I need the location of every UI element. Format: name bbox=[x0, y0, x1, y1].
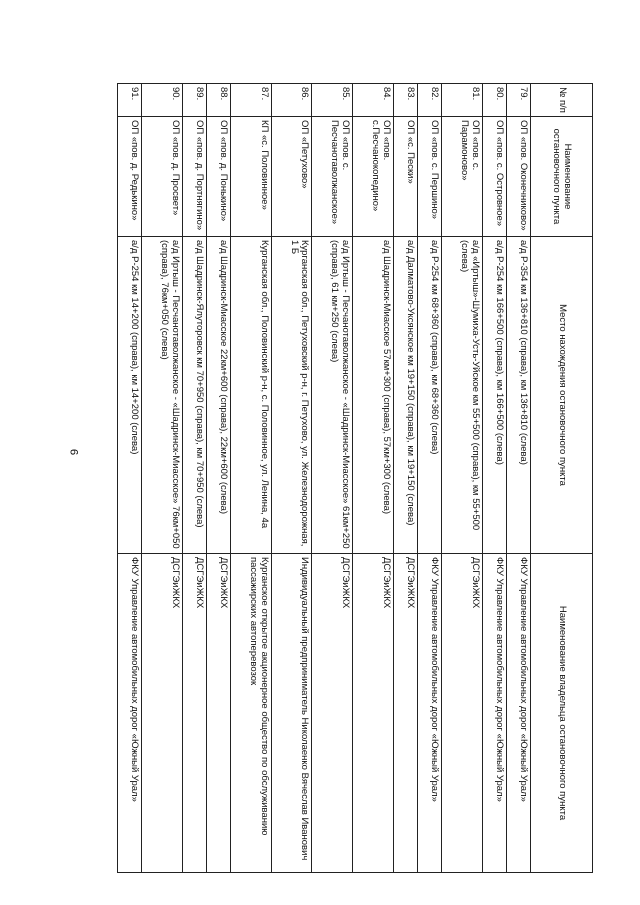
table-header-row bbox=[531, 84, 593, 873]
row-number: 84. bbox=[353, 84, 394, 117]
stop-location: Курганская обл., Половинский р-н, с. Половинное, ул. Ленина, 4а bbox=[231, 237, 272, 554]
row-number: 91. bbox=[118, 84, 142, 117]
table-row bbox=[142, 84, 183, 873]
stop-name: ОП «Петухово» bbox=[271, 117, 312, 237]
header-number: № п/п bbox=[531, 84, 593, 117]
stop-name: ОП «пов. с.Песчанокопедино» bbox=[353, 117, 394, 237]
stop-owner: ДСГЭиЖКХ bbox=[442, 554, 483, 873]
row-number: 80. bbox=[482, 84, 506, 117]
rotated-table-container bbox=[117, 83, 593, 872]
stop-location: а/д Р-254 км 14+200 (справа), км 14+200 (слева) bbox=[118, 237, 142, 554]
stop-location: а/д Иртыш - Песчанотаволжанское - «Шадринск-Миасское» 76км+050 (справа), 76км+050 (слева) bbox=[142, 237, 183, 554]
stop-name: КП «с. Половинное» bbox=[231, 117, 272, 237]
stop-name: ОП «пов. д. Редькино» bbox=[118, 117, 142, 237]
stop-owner: ДСГЭиЖКХ bbox=[207, 554, 231, 873]
stop-owner: ДСГЭиЖКХ bbox=[142, 554, 183, 873]
stop-name: ОП «пов. с. Парамоново» bbox=[442, 117, 483, 237]
stop-owner: ФКУ Управление автомобильных дорог «Южный Урал» bbox=[506, 554, 530, 873]
stop-location: а/д «Иртыш»-Шумиха-Усть-Уйское км 55+500 (справа), км 55+500 (слева) bbox=[442, 237, 483, 554]
stop-name: ОП «с. Пески» bbox=[393, 117, 417, 237]
stop-owner: ДСГЭиЖКХ bbox=[312, 554, 353, 873]
stop-name: ОП «пов. д. Портнягино» bbox=[182, 117, 206, 237]
table-row bbox=[271, 84, 312, 873]
stop-location: Курганская обл., Петуховский р-н, г. Петухово, ул. Железнодорожная, 1 Б bbox=[271, 237, 312, 554]
stop-name: ОП «пов. с. Островное» bbox=[482, 117, 506, 237]
stop-owner: Индивидуальный предприниматель Николаенко Вячеслав Иванович bbox=[271, 554, 312, 873]
table-row bbox=[182, 84, 206, 873]
stop-name: ОП «пов. д. Понькино» bbox=[207, 117, 231, 237]
header-stop-name: Наименование остановочного пункта bbox=[531, 117, 593, 237]
row-number: 87. bbox=[231, 84, 272, 117]
stop-location: а/д Шадринск-Миасское 22км+600 (справа), 22км+600 (слева) bbox=[207, 237, 231, 554]
page-number: 9 bbox=[69, 448, 82, 456]
stop-name: ОП «пов. с. Першино» bbox=[417, 117, 441, 237]
bus-stops-table bbox=[117, 83, 593, 873]
row-number: 90. bbox=[142, 84, 183, 117]
row-number: 88. bbox=[207, 84, 231, 117]
stop-name: ОП «пов. Оконечниково» bbox=[506, 117, 530, 237]
table-row bbox=[118, 84, 142, 873]
stop-location: а/д Иртыш - Песчанотаволжанское - «Шадринск-Миасское» 61км+250 (справа), 61 км+250 (слева) bbox=[312, 237, 353, 554]
table-row bbox=[482, 84, 506, 873]
stop-owner: ФКУ Управление автомобильных дорог «Южный Урал» bbox=[482, 554, 506, 873]
stop-location: а/д Р-254 км 68+360 (справа), км 68+360 (слева) bbox=[417, 237, 441, 554]
row-number: 83. bbox=[393, 84, 417, 117]
stop-location: а/д Р-254 км 166+500 (справа), км 166+500 (слева) bbox=[482, 237, 506, 554]
stop-owner: Курганское открытое акционерное общество по обслуживанию пассажирских автоперевозок bbox=[231, 554, 272, 873]
stop-location: а/д Р-354 км 136+810 (справа), км 136+810 (слева) bbox=[506, 237, 530, 554]
row-number: 89. bbox=[182, 84, 206, 117]
table-row bbox=[231, 84, 272, 873]
table-row bbox=[393, 84, 417, 873]
stop-name: ОП «пов. д. Просвет» bbox=[142, 117, 183, 237]
stop-owner: ДСГЭиЖКХ bbox=[182, 554, 206, 873]
stop-location: а/д Шадринск-Ялуторовск км 70+950 (справа), км 70+950 (слева) bbox=[182, 237, 206, 554]
header-owner: Наименование владельца остановочного пункта bbox=[531, 554, 593, 873]
row-number: 79. bbox=[506, 84, 530, 117]
stop-location: а/д Шадринск-Миасское 57км+300 (справа), 57км+300 (слева) bbox=[353, 237, 394, 554]
stop-owner: ДСГЭиЖКХ bbox=[393, 554, 417, 873]
stop-name: ОП «пов. с. Песчанотаволжанское» bbox=[312, 117, 353, 237]
row-number: 86. bbox=[271, 84, 312, 117]
row-number: 82. bbox=[417, 84, 441, 117]
header-location: Место нахождения остановочного пункта bbox=[531, 237, 593, 554]
table-row bbox=[506, 84, 530, 873]
row-number: 85. bbox=[312, 84, 353, 117]
table-row bbox=[312, 84, 353, 873]
row-number: 81. bbox=[442, 84, 483, 117]
table-row bbox=[442, 84, 483, 873]
table-row bbox=[207, 84, 231, 873]
table-row bbox=[417, 84, 441, 873]
stop-owner: ФКУ Управление автомобильных дорог «Южный Урал» bbox=[118, 554, 142, 873]
stop-owner: ФКУ Управление автомобильных дорог «Южный Урал» bbox=[417, 554, 441, 873]
stop-owner: ДСГЭиЖКХ bbox=[353, 554, 394, 873]
stop-location: а/д Далматово-Уксянское км 19+150 (справа), км 19+150 (слева) bbox=[393, 237, 417, 554]
table-row bbox=[353, 84, 394, 873]
